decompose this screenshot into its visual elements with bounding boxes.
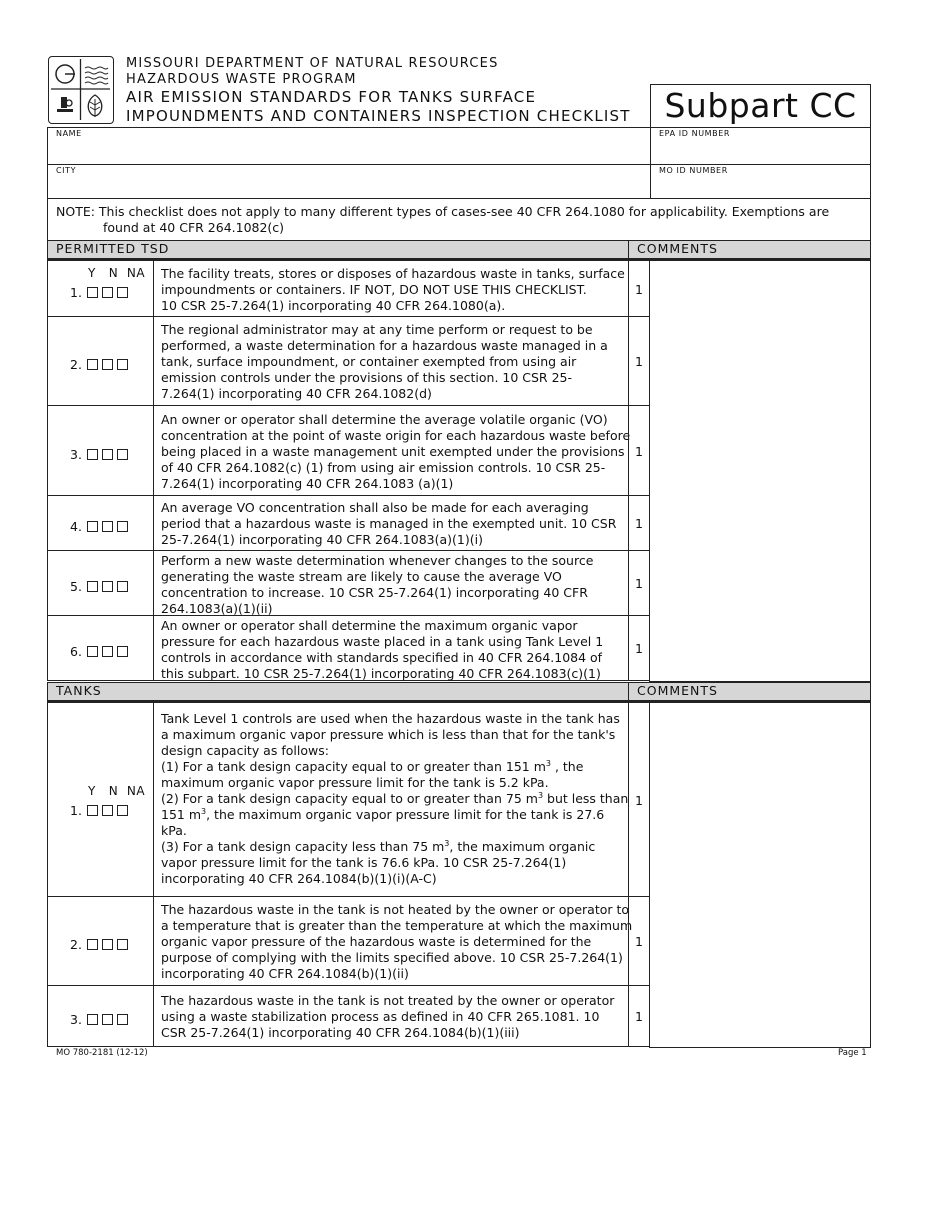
- yes-checkbox[interactable]: [87, 805, 98, 816]
- no-checkbox[interactable]: [102, 287, 113, 298]
- question-text-cell: [153, 985, 629, 1047]
- question-checkboxes: [70, 934, 132, 953]
- yes-checkbox[interactable]: [87, 449, 98, 460]
- na-checkbox[interactable]: [117, 646, 128, 657]
- question-text: The hazardous waste in the tank is not heated by the owner or operator to a temperature that is greater than the temperature at which the maximum organic vapor pressure of the hazardous waste is determined for the purpose of complying with the limits specified above. 10 CSR 25-7.264(1) incorporating 40 CFR 264.1084(b)(1)(ii): [161, 902, 633, 981]
- question-number: 1.: [70, 285, 82, 300]
- question-number: 2.: [70, 357, 82, 372]
- form-number: MO 780-2181 (12-12): [56, 1048, 148, 1058]
- yes-checkbox[interactable]: [87, 646, 98, 657]
- question-number: 3.: [70, 1012, 82, 1027]
- points-cell: 1: [628, 405, 650, 496]
- ynna-labels: Y N NA: [88, 784, 146, 798]
- note-text-line1: [56, 204, 829, 220]
- question-number: 1.: [70, 803, 82, 818]
- epa-id-label: EPA ID NUMBER: [659, 129, 731, 138]
- question-number: 4.: [70, 519, 82, 534]
- question-text: The regional administrator may at any time perform or request to be performed, a waste determination for a hazardous waste managed in a tank, surface impoundment, or container exempted from using air emission controls under the provisions of this section. 10 CSR 25- 7.264(1) incorporating 40 CFR 264.1082(d): [161, 322, 608, 401]
- name-label: NAME: [56, 129, 82, 138]
- no-checkbox[interactable]: [102, 805, 113, 816]
- question-text: The hazardous waste in the tank is not treated by the owner or operator using a waste stabilization process as defined in 40 CFR 265.1081. 10 CSR 25-7.264(1) incorporating 40 CFR 264.1084(b)(1)(iii): [161, 993, 615, 1040]
- points-cell: 1: [628, 615, 650, 681]
- question-text: Tank Level 1 controls are used when the hazardous waste in the tank has a maximum organic vapor pressure which is less than that for the tank's design capacity as follows: (1) For a tank design capacity equal to or greater than 151 $m^3$ , the maximum organic vapor pressure limit for the tank is 5.2 kPa. (2) For a tank design capacity equal to or greater than 75 $m^3$ but less than 151 $m^3$, the maximum organic vapor pressure limit for the tank is 27.6 kPa. (3) For a tank design capacity less than 75 $m^3$, the maximum organic vapor pressure limit for the tank is 76.6 kPa. 10 CSR 25-7.264(1) incorporating 40 CFR 264.1084(b)(1)(i)(A-C): [161, 711, 629, 886]
- dnr-logo: [48, 56, 114, 124]
- question-number-cell: [47, 985, 154, 1047]
- question-number-cell: [47, 495, 154, 551]
- section-permitted-tsd-header: PERMITTED TSD: [47, 240, 629, 259]
- section-tanks-comments-header: COMMENTS: [628, 682, 871, 701]
- points-cell: 1: [628, 896, 650, 986]
- comments-area-tanks[interactable]: [649, 702, 871, 1048]
- section-permitted-tsd-comments-header: COMMENTS: [628, 240, 871, 259]
- mo-id-label: MO ID NUMBER: [659, 166, 728, 175]
- question-checkboxes: [70, 576, 132, 595]
- dnr-logo-icon: [49, 57, 112, 122]
- note-box: [47, 198, 871, 241]
- question-text-cell: [153, 615, 629, 681]
- page-number: Page 1: [838, 1048, 867, 1058]
- city-label: CITY: [56, 166, 77, 175]
- points-cell: 1: [628, 260, 650, 317]
- na-checkbox[interactable]: [117, 449, 128, 460]
- na-checkbox[interactable]: [117, 939, 128, 950]
- comments-area-permitted-tsd[interactable]: [649, 260, 871, 682]
- question-checkboxes: [70, 641, 132, 660]
- question-checkboxes: [70, 800, 132, 819]
- subpart-title: Subpart CC: [650, 84, 871, 128]
- question-number-cell: [47, 260, 154, 317]
- department-name: MISSOURI DEPARTMENT OF NATURAL RESOURCES: [126, 56, 499, 71]
- question-text: Perform a new waste determination whenever changes to the source generating the waste stream are likely to cause the average VO concentration to increase. 10 CSR 25-7.264(1) incorporating 40 CFR 264.1083(a)(1)(ii): [161, 553, 594, 616]
- ynna-labels: Y N NA: [88, 266, 146, 280]
- yes-checkbox[interactable]: [87, 287, 98, 298]
- no-checkbox[interactable]: [102, 1014, 113, 1025]
- form-title-line1: AIR EMISSION STANDARDS FOR TANKS SURFACE: [126, 88, 537, 106]
- epa-id-field[interactable]: [650, 127, 871, 165]
- question-checkboxes: [70, 444, 132, 463]
- points-cell: 1: [628, 316, 650, 406]
- form-title-line2: IMPOUNDMENTS AND CONTAINERS INSPECTION CHECKLIST: [126, 107, 631, 125]
- na-checkbox[interactable]: [117, 521, 128, 532]
- city-field[interactable]: [47, 164, 651, 199]
- note-prefix: NOTE:: [56, 204, 95, 219]
- question-number-cell: [47, 702, 154, 897]
- question-text-cell: [153, 896, 633, 986]
- question-number: 3.: [70, 447, 82, 462]
- question-text-cell: [153, 260, 629, 317]
- question-number-cell: [47, 405, 154, 496]
- question-text-cell: [153, 550, 629, 616]
- question-number: 6.: [70, 644, 82, 659]
- yes-checkbox[interactable]: [87, 521, 98, 532]
- points-cell: 1: [628, 985, 650, 1047]
- section-tanks-header: TANKS: [47, 682, 629, 701]
- question-number-cell: [47, 550, 154, 616]
- name-field[interactable]: [47, 127, 651, 165]
- question-number: 2.: [70, 937, 82, 952]
- question-number-cell: [47, 615, 154, 681]
- yes-checkbox[interactable]: [87, 581, 98, 592]
- question-checkboxes: [70, 282, 132, 301]
- question-number-cell: [47, 896, 154, 986]
- question-number: 5.: [70, 579, 82, 594]
- points-cell: 1: [628, 702, 650, 897]
- points-cell: 1: [628, 495, 650, 551]
- note-line2: found at 40 CFR 264.1082(c): [103, 220, 285, 235]
- no-checkbox[interactable]: [102, 449, 113, 460]
- program-name: HAZARDOUS WASTE PROGRAM: [126, 72, 357, 87]
- question-text: The facility treats, stores or disposes of hazardous waste in tanks, surface impoundments or containers. IF NOT, DO NOT USE THIS CHECKLIST. 10 CSR 25-7.264(1) incorporating 40 CFR 264.1080(a).: [161, 266, 625, 313]
- question-text-cell: [153, 405, 629, 496]
- question-text-cell: [153, 702, 629, 897]
- note-line1: This checklist does not apply to many different types of cases-see 40 CFR 264.1080 for applicability. Exemptions are: [98, 204, 830, 219]
- no-checkbox[interactable]: [102, 646, 113, 657]
- question-text: An average VO concentration shall also be made for each averaging period that a hazardous waste is managed in the exempted unit. 10 CSR 25-7.264(1) incorporating 40 CFR 264.1083(a)(1)(i): [161, 500, 617, 547]
- na-checkbox[interactable]: [117, 1014, 128, 1025]
- no-checkbox[interactable]: [102, 359, 113, 370]
- question-text-cell: [153, 495, 629, 551]
- na-checkbox[interactable]: [117, 359, 128, 370]
- yes-checkbox[interactable]: [87, 359, 98, 370]
- mo-id-field[interactable]: [650, 164, 871, 199]
- yes-checkbox[interactable]: [87, 1014, 98, 1025]
- question-text-cell: [153, 316, 629, 406]
- question-checkboxes: [70, 354, 132, 373]
- question-checkboxes: [70, 516, 132, 535]
- yes-checkbox[interactable]: [87, 939, 98, 950]
- no-checkbox[interactable]: [102, 939, 113, 950]
- question-number-cell: [47, 316, 154, 406]
- question-text: An owner or operator shall determine the maximum organic vapor pressure for each hazardous waste placed in a tank using Tank Level 1 controls in accordance with standards specified in 40 CFR 264.1084 of this subpart. 10 CSR 25-7.264(1) incorporating 40 CFR 264.1083(c)(1): [161, 618, 604, 681]
- na-checkbox[interactable]: [117, 805, 128, 816]
- points-cell: 1: [628, 550, 650, 616]
- no-checkbox[interactable]: [102, 521, 113, 532]
- na-checkbox[interactable]: [117, 581, 128, 592]
- no-checkbox[interactable]: [102, 581, 113, 592]
- question-text: An owner or operator shall determine the average volatile organic (VO) concentration at the point of waste origin for each hazardous waste before being placed in a waste management unit exempted under the provisions of 40 CFR 264.1082(c) (1) from using air emission controls. 10 CSR 25- 7.264(1) incorporating 40 CFR 264.1083 (a)(1): [161, 412, 631, 491]
- question-checkboxes: [70, 1009, 132, 1028]
- na-checkbox[interactable]: [117, 287, 128, 298]
